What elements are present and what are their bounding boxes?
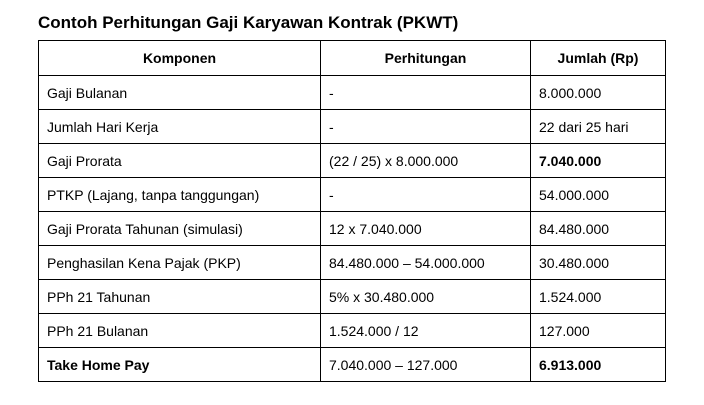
cell-komponen: Jumlah Hari Kerja bbox=[39, 110, 321, 144]
header-komponen: Komponen bbox=[39, 41, 321, 76]
cell-perhitungan: 7.040.000 – 127.000 bbox=[321, 348, 531, 382]
cell-jumlah: 84.480.000 bbox=[531, 212, 666, 246]
document-title: Contoh Perhitungan Gaji Karyawan Kontrak (PKWT) bbox=[38, 13, 459, 32]
table-row bbox=[39, 76, 666, 110]
cell-perhitungan: (22 / 25) x 8.000.000 bbox=[321, 144, 531, 178]
cell-komponen: PPh 21 Bulanan bbox=[39, 314, 321, 348]
cell-komponen: Gaji Prorata bbox=[39, 144, 321, 178]
cell-komponen: Gaji Bulanan bbox=[39, 76, 321, 110]
cell-perhitungan: - bbox=[321, 110, 531, 144]
cell-jumlah: 22 dari 25 hari bbox=[531, 110, 666, 144]
cell-perhitungan: 5% x 30.480.000 bbox=[321, 280, 531, 314]
table-header-row bbox=[39, 41, 666, 76]
table-row bbox=[39, 110, 666, 144]
header-perhitungan: Perhitungan bbox=[321, 41, 531, 76]
header-jumlah: Jumlah (Rp) bbox=[531, 41, 666, 76]
cell-perhitungan: 84.480.000 – 54.000.000 bbox=[321, 246, 531, 280]
cell-komponen: PPh 21 Tahunan bbox=[39, 280, 321, 314]
table-row bbox=[39, 178, 666, 212]
cell-perhitungan: 1.524.000 / 12 bbox=[321, 314, 531, 348]
cell-jumlah: 127.000 bbox=[531, 314, 666, 348]
cell-perhitungan: - bbox=[321, 76, 531, 110]
cell-komponen: Take Home Pay bbox=[39, 348, 321, 382]
table-row bbox=[39, 212, 666, 246]
table-row bbox=[39, 314, 666, 348]
table-row bbox=[39, 144, 666, 178]
cell-jumlah: 54.000.000 bbox=[531, 178, 666, 212]
salary-calculation-table bbox=[38, 40, 666, 382]
cell-perhitungan: - bbox=[321, 178, 531, 212]
table-row-total bbox=[39, 348, 666, 382]
cell-komponen: PTKP (Lajang, tanpa tanggungan) bbox=[39, 178, 321, 212]
cell-jumlah: 7.040.000 bbox=[531, 144, 666, 178]
cell-jumlah: 8.000.000 bbox=[531, 76, 666, 110]
cell-perhitungan: 12 x 7.040.000 bbox=[321, 212, 531, 246]
cell-jumlah: 30.480.000 bbox=[531, 246, 666, 280]
cell-komponen: Gaji Prorata Tahunan (simulasi) bbox=[39, 212, 321, 246]
table-row bbox=[39, 246, 666, 280]
cell-jumlah: 1.524.000 bbox=[531, 280, 666, 314]
cell-komponen: Penghasilan Kena Pajak (PKP) bbox=[39, 246, 321, 280]
table-row bbox=[39, 280, 666, 314]
cell-jumlah: 6.913.000 bbox=[531, 348, 666, 382]
